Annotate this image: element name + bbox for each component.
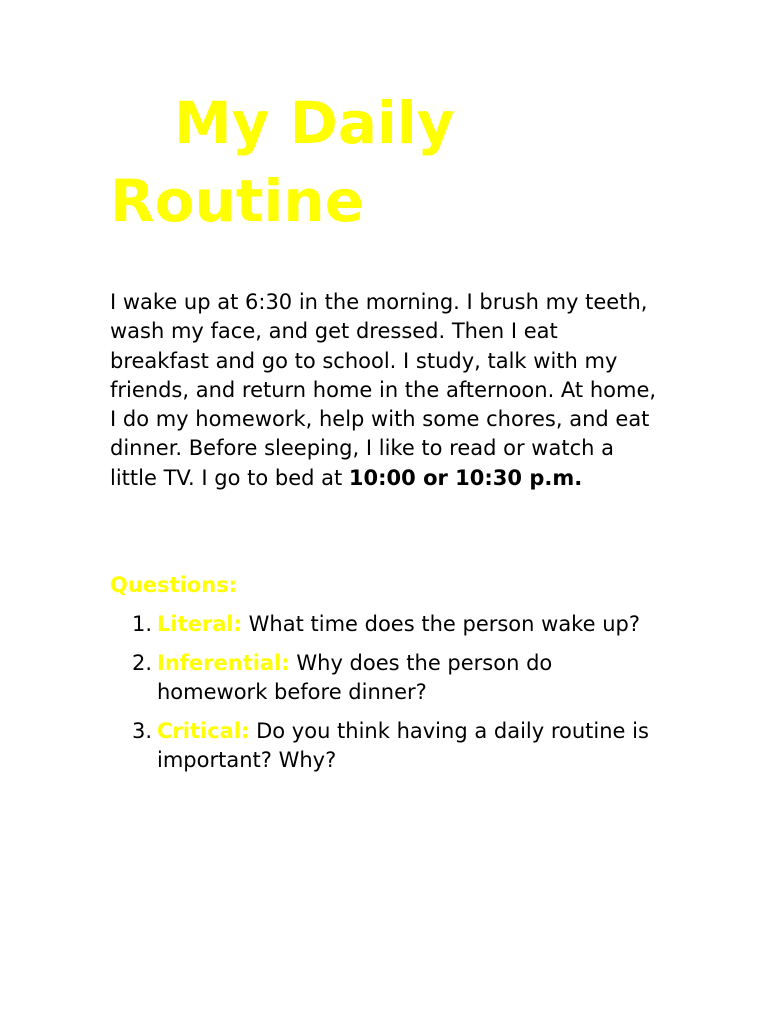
question-item xyxy=(110,717,658,776)
question-item xyxy=(110,610,658,639)
questions-heading: Questions: xyxy=(110,573,238,597)
question-type: Critical: xyxy=(157,718,250,743)
question-item xyxy=(110,649,658,708)
question-text: Do you think having a daily routine is important? Why? xyxy=(157,718,649,773)
question-text: Why does the person do homework before dinner? xyxy=(157,650,553,705)
question-number: 3. xyxy=(132,718,153,743)
questions-list xyxy=(110,610,658,785)
bedtime-bold: 10:00 or 10:30 p.m. xyxy=(348,465,583,490)
paragraph-text: I wake up at 6:30 in the morning. I brush my teeth, wash my face, and get dressed. Then I eat breakfast and go to school. I study, talk with my friends, and return home in the afternoon. At home, I do my homework, help with some chores, and eat dinner. Before sleeping, I like to read or watch a little TV. I go to bed at xyxy=(110,290,657,490)
question-text: What time does the person wake up? xyxy=(241,612,640,636)
question-number: 1. xyxy=(132,612,153,636)
question-type: Literal: xyxy=(157,612,242,636)
question-type: Inferential: xyxy=(157,650,290,675)
routine-paragraph xyxy=(110,288,658,493)
document-title: My Daily Routine xyxy=(110,89,455,235)
question-number: 2. xyxy=(132,650,153,675)
